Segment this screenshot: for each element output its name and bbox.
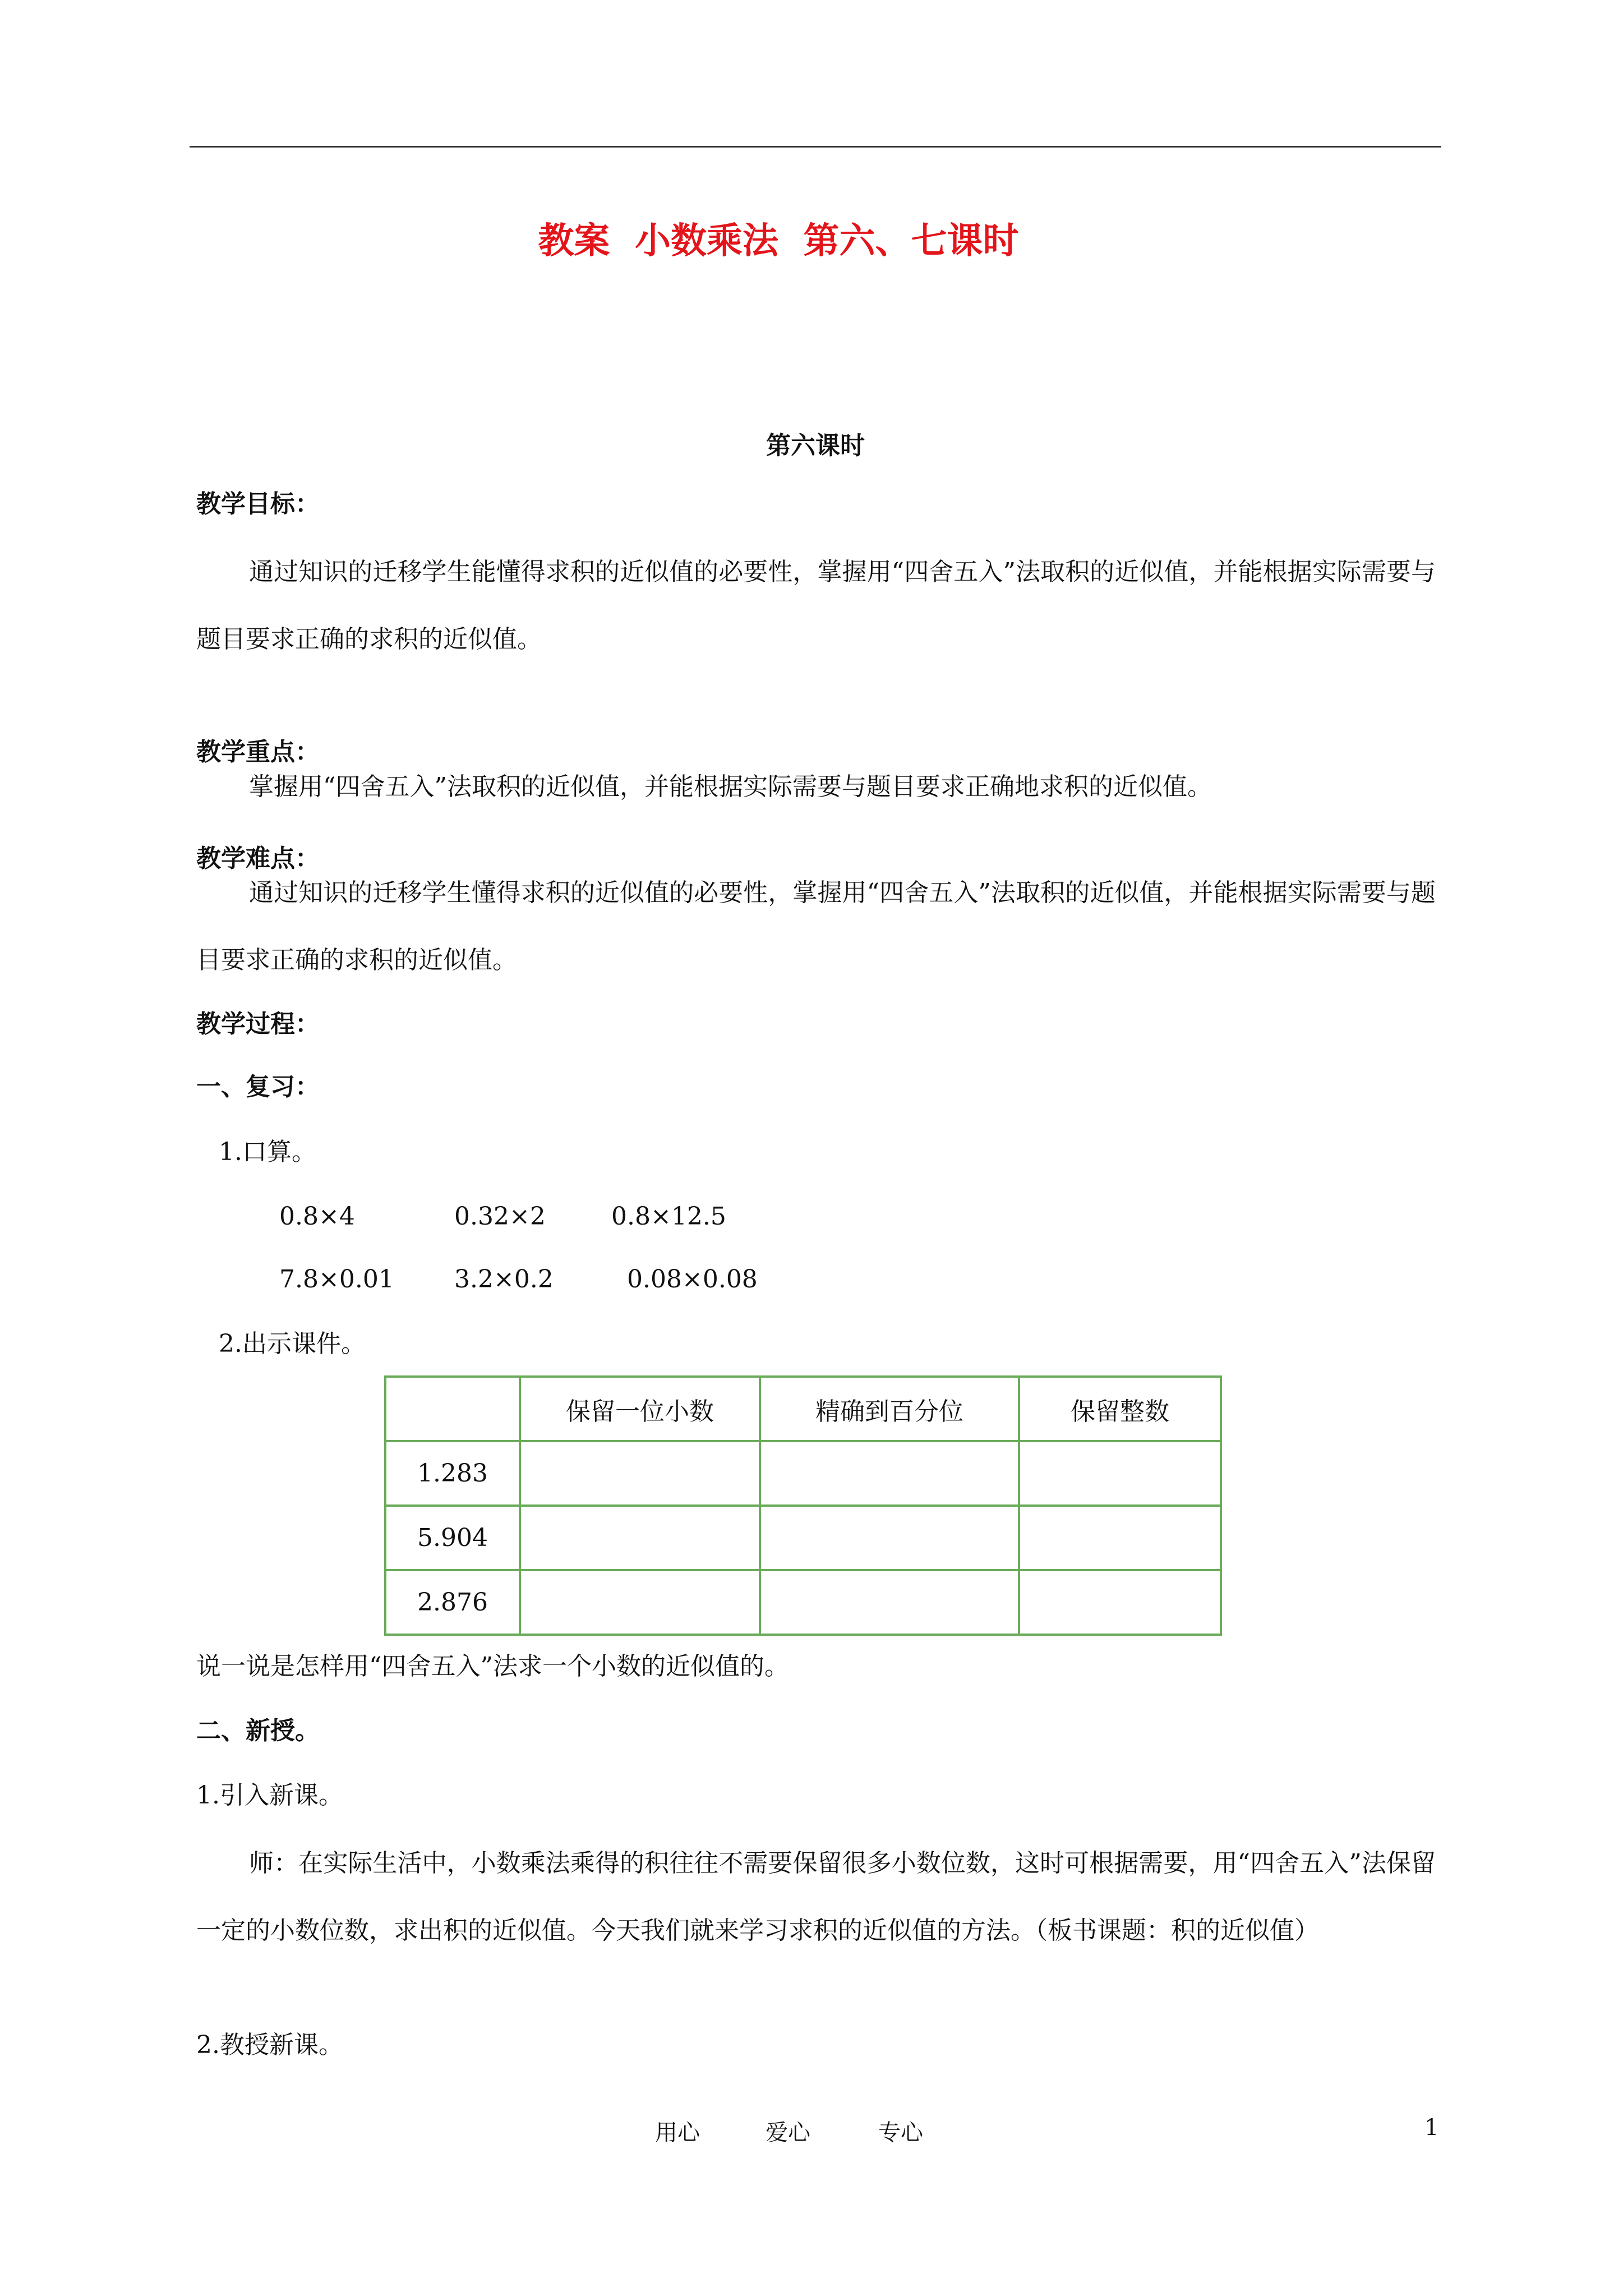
table-row (385, 1441, 1221, 1506)
table-cell (1019, 1570, 1221, 1635)
table-row (385, 1570, 1221, 1635)
new-lesson-heading: 二、新授。 (196, 1717, 320, 1745)
review-note: 说一说是怎样用“四舍五入”法求一个小数的近似值的。 (196, 1652, 789, 1681)
table-header-cell (385, 1377, 520, 1441)
table-cell (760, 1506, 1019, 1570)
lesson-subtitle: 第六课时 (766, 431, 865, 460)
table-row-label: 1.283 (385, 1441, 520, 1506)
table-header-cell: 精确到百分位 (760, 1377, 1019, 1441)
table-header-cell: 保留整数 (1019, 1377, 1221, 1441)
difficulties-text: 通过知识的迁移学生懂得求积的近似值的必要性，掌握用“四舍五入”法取积的近似值，并能根据实际需要与题目要求正确的求积的近似值。 (196, 878, 1436, 974)
calc-0-1: 0.32×2 (454, 1202, 546, 1231)
review-heading: 一、复习： (196, 1073, 320, 1101)
table-row-label: 5.904 (385, 1506, 520, 1570)
header-rule (190, 146, 1441, 148)
table-row (385, 1506, 1221, 1570)
table-cell (760, 1570, 1019, 1635)
table-row-label: 2.876 (385, 1570, 520, 1635)
process-heading: 教学过程： (196, 1010, 320, 1038)
review-item-oral: 1.口算。 (219, 1138, 316, 1166)
footer-word: 专心 (878, 2120, 923, 2146)
new-lesson-item-intro: 1.引入新课。 (196, 1781, 343, 1810)
page-number: 1 (1424, 2115, 1439, 2141)
key-points-text: 掌握用“四舍五入”法取积的近似值，并能根据实际需要与题目要求正确地求积的近似值。 (249, 772, 1212, 801)
objectives-heading: 教学目标： (196, 490, 320, 518)
calc-0-0: 0.8×4 (279, 1202, 355, 1231)
review-item-courseware: 2.出示课件。 (219, 1329, 366, 1358)
difficulties-heading: 教学难点： (196, 844, 320, 873)
calc-1-0: 7.8×0.01 (279, 1265, 394, 1294)
table-header-row (385, 1377, 1221, 1441)
calc-0-2: 0.8×12.5 (611, 1202, 726, 1231)
new-lesson-text: 师：在实际生活中，小数乘法乘得的积往往不需要保留很多小数位数，这时可根据需要，用“四舍五入”法保留一定的小数位数，求出积的近似值。今天我们就来学习求积的近似值的方法。（板书课题：积的近似值） (196, 1849, 1436, 1945)
calc-1-1: 3.2×0.2 (454, 1265, 554, 1294)
table-cell (1019, 1441, 1221, 1506)
new-lesson-item-teach: 2.教授新课。 (196, 2031, 343, 2059)
footer-word: 爱心 (766, 2120, 810, 2146)
calc-1-2: 0.08×0.08 (627, 1265, 758, 1294)
table-header-cell: 保留一位小数 (520, 1377, 760, 1441)
table-cell (760, 1441, 1019, 1506)
table-cell (520, 1506, 760, 1570)
document-title: 教案 小数乘法 第六、七课时 (538, 220, 1019, 262)
objectives-text: 通过知识的迁移学生能懂得求积的近似值的必要性，掌握用“四舍五入”法取积的近似值，并能根据实际需要与题目要求正确的求积的近似值。 (196, 558, 1436, 654)
table-cell (520, 1441, 760, 1506)
table-cell (520, 1570, 760, 1635)
table-cell (1019, 1506, 1221, 1570)
key-points-heading: 教学重点： (196, 738, 320, 766)
footer-word: 用心 (655, 2120, 700, 2146)
approximation-table (384, 1375, 1222, 1636)
